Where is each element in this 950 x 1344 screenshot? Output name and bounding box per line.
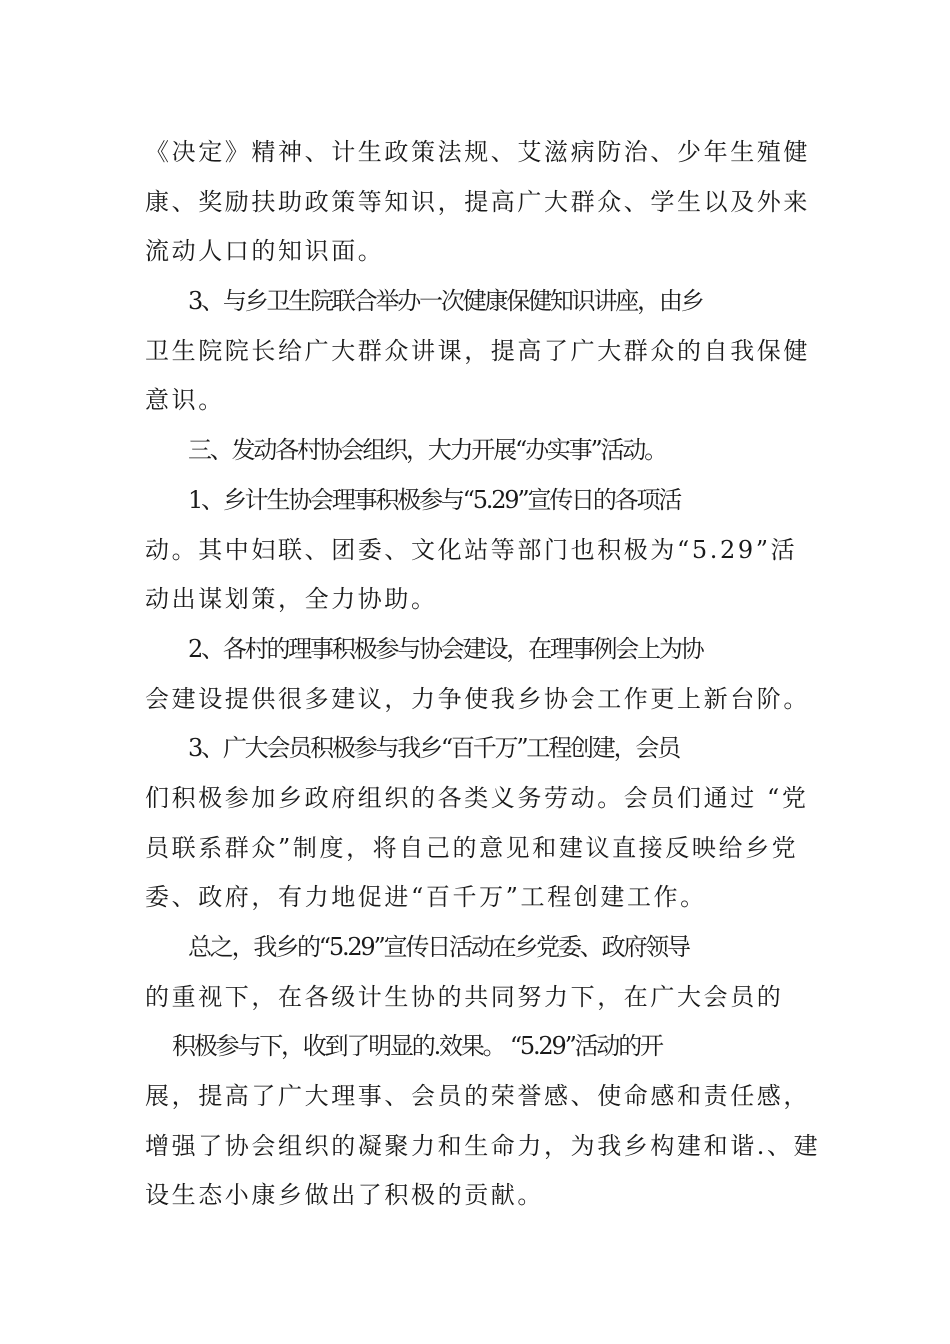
text-line-20: 展，提高了广大理事、会员的荣誉感、使命感和责任感， bbox=[145, 1082, 810, 1110]
text-line-21: 增强了协会组织的凝聚力和生命力，为我乡构建和谐.、建 bbox=[145, 1132, 821, 1160]
text-line-1: 《决定》精神、计生政策法规、艾滋病防治、少年生殖健 bbox=[145, 138, 810, 166]
text-line-14: 们积极参加乡政府组织的各类义务劳动。会员们通过 “党 bbox=[145, 784, 809, 812]
text-line-11: 2、各村的理事积极参与协会建设，在理事例会上为协 bbox=[188, 635, 703, 663]
text-line-18: 的重视下，在各级计生协的共同努力下，在广大会员的 bbox=[145, 983, 784, 1011]
text-line-2: 康、奖励扶助政策等知识，提高广大群众、学生以及外来 bbox=[145, 188, 810, 216]
text-line-17: 总之，我乡的“5.29”宣传日活动在乡党委、政府领导 bbox=[188, 933, 689, 961]
text-line-10: 动出谋划策，全力协助。 bbox=[145, 585, 438, 613]
text-line-9: 动。其中妇联、团委、文化站等部门也积极为“5.29”活 bbox=[145, 536, 798, 564]
text-line-3: 流动人口的知识面。 bbox=[145, 237, 385, 265]
text-line-16: 委、政府，有力地促进“百千万”工程创建工作。 bbox=[145, 883, 707, 911]
text-line-13: 3、广大会员积极参与我乡“百千万”工程创建，会员 bbox=[188, 734, 680, 762]
text-line-22: 设生态小康乡做出了积极的贡献。 bbox=[145, 1181, 544, 1209]
section-heading: 三、发动各村协会组织，大力开展“办实事”活动。 bbox=[188, 436, 666, 464]
text-line-8: 1、乡计生协会理事积极参与“5.29”宣传日的各项活 bbox=[188, 486, 681, 514]
text-line-4: 3、与乡卫生院联合举办一次健康保健知识讲座，由乡 bbox=[188, 287, 703, 315]
text-line-15: 员联系群众”制度，将自己的意见和建议直接反映给乡党 bbox=[145, 834, 799, 862]
text-line-12: 会建设提供很多建议，力争使我乡协会工作更上新台阶。 bbox=[145, 685, 810, 713]
text-line-6: 意识。 bbox=[145, 386, 225, 414]
text-line-19: 积极参与下，收到了明显的.效果。 “5.29”活动的开 bbox=[172, 1032, 662, 1060]
text-line-5: 卫生院院长给广大群众讲课，提高了广大群众的自我保健 bbox=[145, 337, 810, 365]
